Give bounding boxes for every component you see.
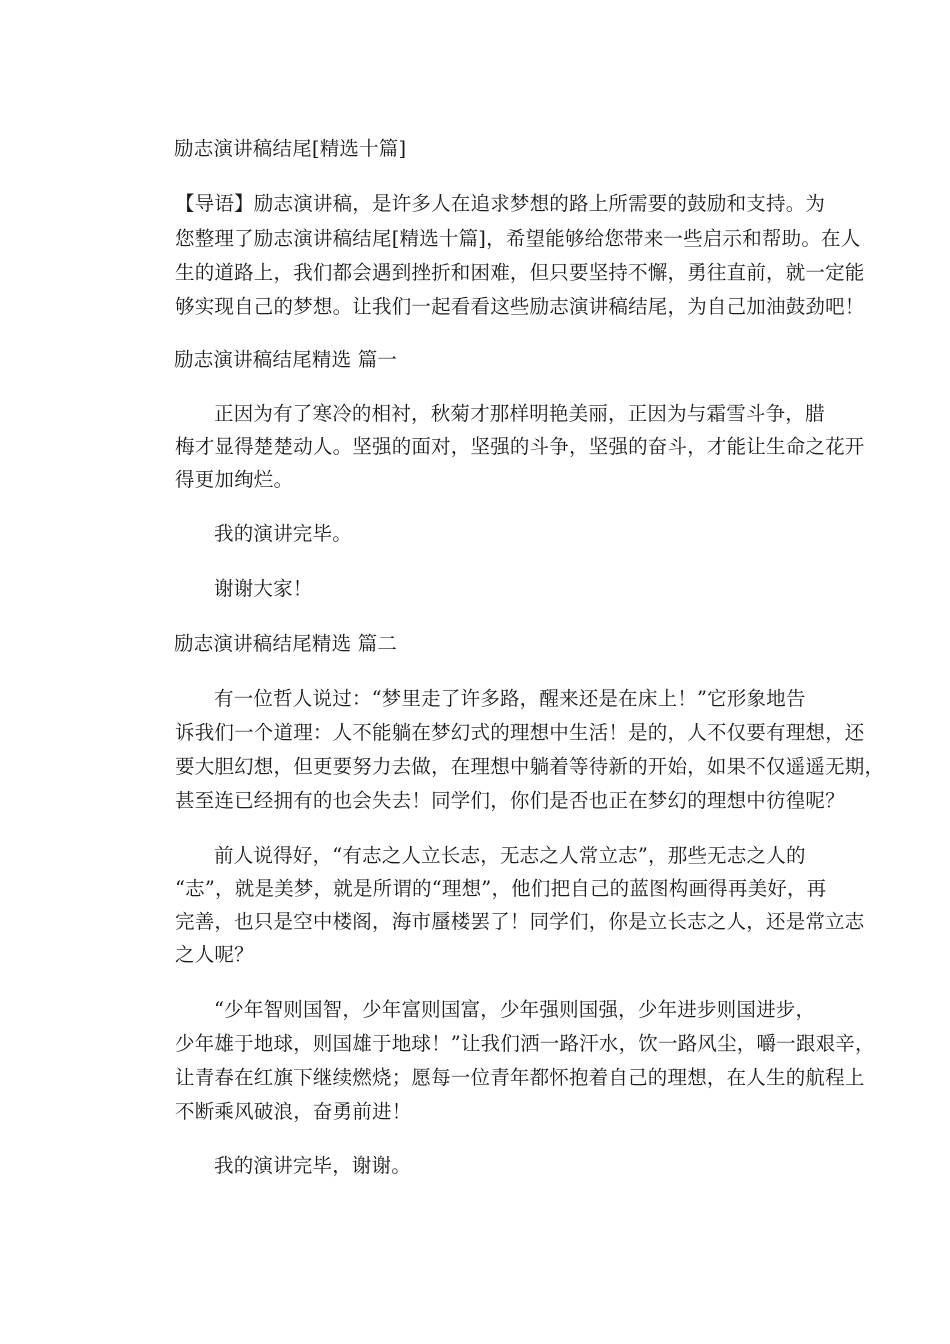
intro-line: 生的道路上，我们都会遇到挫折和困难，但只要坚持不懈，勇往直前，就一定能 — [175, 261, 865, 284]
paragraph-line: 甚至连已经拥有的也会失去！同学们，你们是否也正在梦幻的理想中彷徨呢？ — [175, 789, 845, 812]
intro-line: 够实现自己的梦想。让我们一起看看这些励志演讲稿结尾，为自己加油鼓劲吧！ — [175, 295, 865, 318]
section1-paragraph-2: 我的演讲完毕。 — [214, 522, 352, 545]
paragraph-line: 之人呢？ — [175, 943, 254, 966]
paragraph-line: 前人说得好，“有志之人立长志，无志之人常立志”，那些无志之人的 — [214, 844, 806, 867]
intro-line: 您整理了励志演讲稿结尾[精选十篇]，希望能够给您带来一些启示和帮助。在人 — [175, 227, 861, 250]
section2-paragraph-4: 我的演讲完毕，谢谢。 — [214, 1154, 412, 1177]
paragraph-line: 正因为有了寒冷的相衬，秋菊才那样明艳美丽，正因为与霜雪斗争，腊 — [214, 402, 825, 425]
paragraph-line: 诉我们一个道理：人不能躺在梦幻式的理想中生活！是的，人不仅要有理想，还 — [175, 721, 865, 744]
intro-line: 【导语】励志演讲稿，是许多人在追求梦想的路上所需要的鼓励和支持。为 — [175, 192, 826, 215]
paragraph-line: 要大胆幻想，但更要努力去做，在理想中躺着等待新的开始，如果不仅遥遥无期， — [175, 755, 885, 778]
paragraph-line: 不断乘风破浪，奋勇前进！ — [175, 1100, 412, 1123]
paragraph-line: 完善，也只是空中楼阁，海市蜃楼罢了！同学们，你是立长志之人，还是常立志 — [175, 910, 865, 933]
paragraph-line: 有一位哲人说过：“梦里走了许多路，醒来还是在床上！”它形象地告 — [214, 687, 806, 710]
section1-paragraph-3: 谢谢大家！ — [214, 577, 313, 600]
section-heading-2: 励志演讲稿结尾精选 篇二 — [174, 632, 398, 655]
section-heading-1: 励志演讲稿结尾精选 篇一 — [174, 348, 398, 371]
paragraph-line: 得更加绚烂。 — [175, 468, 294, 491]
paragraph-line: 梅才显得楚楚动人。坚强的面对，坚强的斗争，坚强的奋斗，才能让生命之花开 — [175, 435, 865, 458]
paragraph-line: 让青春在红旗下继续燃烧；愿每一位青年都怀抱着自己的理想，在人生的航程上 — [175, 1066, 865, 1089]
paragraph-line: 少年雄于地球，则国雄于地球！”让我们洒一路汗水，饮一路风尘，嚼一跟艰辛， — [175, 1032, 875, 1055]
paragraph-line: “志”，就是美梦，就是所谓的“理想”，他们把自己的蓝图构画得再美好，再 — [175, 877, 827, 900]
document-title: 励志演讲稿结尾[精选十篇] — [174, 137, 407, 160]
paragraph-line: “少年智则国智，少年富则国富，少年强则国强，少年进步则国进步， — [214, 998, 816, 1021]
